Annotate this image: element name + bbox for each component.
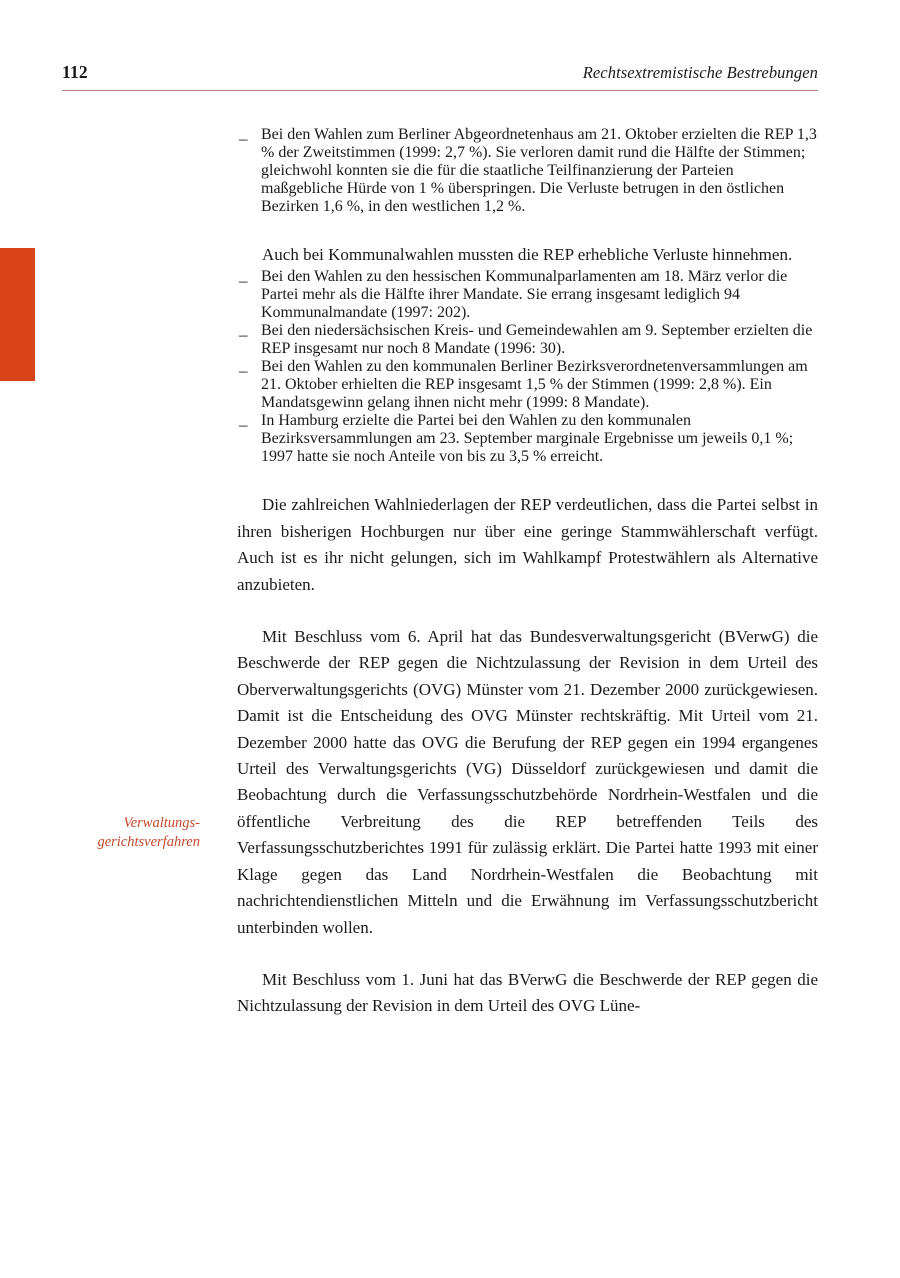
list-item-text: Bei den Wahlen zum Berliner Abgeordnetenhaus am 21. Oktober erzielten die REP 1,3 % der Zweitstimmen (1999: 2,7 %). Sie verloren damit rund die Hälfte der Stimmen; gleichwohl konnten sie die für die staatliche Teilfinanzierung der Parteien maßgebliche Hürde von 1 % überspringen. Die Verluste betrugen in den östlichen Bezirken 1,6 %, in den westlichen 1,2 %. (261, 126, 817, 215)
page-number: 112 (62, 62, 88, 82)
running-head-title: Rechtsextremistische Bestrebungen (582, 63, 818, 82)
bullet-dash-icon: – (239, 415, 248, 435)
text-column (237, 126, 818, 1020)
chapter-edge-tab (0, 248, 35, 381)
paragraph-spacer (237, 216, 818, 242)
bullet-dash-icon: – (239, 129, 248, 148)
list-item (237, 358, 818, 412)
paragraph-bverwg-juni: Mit Beschluss vom 1. Juni hat das BVerwG die Beschwerde der REP gegen die Nichtzulassung der Revision in dem Urteil des OVG Lüne- (237, 969, 818, 1016)
bullet-list-kommunalwahlen (237, 268, 818, 466)
list-item-text: Bei den Wahlen zu den kommunalen Berliner Bezirksverordnetenversammlungen am 21. Oktober erhielten die REP insgesamt 1,5 % der Stimmen (1999: 2,8 %). Ein Mandatsgewinn gelang ihnen nicht mehr (1999: 8 Mandate). (261, 358, 808, 412)
paragraph-spacer (237, 466, 818, 492)
margin-note-line-1: Verwaltungs- (123, 815, 200, 831)
paragraph-bverwg-april: Mit Beschluss vom 6. April hat das Bundesverwaltungsgericht (BVerwG) die Beschwerde der REP gegen die Nichtzulassung der Revision in dem Urteil des Oberverwaltungsgerichts (OVG) Münster vom 21. Dezember 2000 zurückgewiesen. Damit ist die Entscheidung des OVG Münster rechtskräftig. Mit Urteil vom 21. Dezember 2000 hatte das OVG die Berufung der REP gegen ein 1994 ergangenes Urteil des Verwaltungsgerichts (VG) Düsseldorf zurückgewiesen und damit die Beobachtung durch die Verfassungsschutzbehörde Nordrhein-Westfalen und die öffentliche Verbreitung des die REP betreffenden Teils des Verfassungsschutzberichtes 1991 für zulässig erklärt. Die Partei hatte 1993 mit einer Klage gegen das Land Nordrhein-Westfalen die Beobachtung mit nachrichtendienstlichen Mitteln und die Erwähnung im Verfassungsschutzbericht unterbinden wollen. (237, 627, 818, 937)
paragraph-wahlniederlagen: Die zahlreichen Wahlniederlagen der REP verdeutlichen, dass die Partei selbst in ihren bisherigen Hochburgen nur über eine geringe Stammwählerschaft verfügt. Auch ist es ihr nicht gelungen, sich im Wahlkampf Protestwählern als Alternative anzubieten. (237, 495, 818, 594)
margin-note-line-2: gerichtsverfahren (97, 834, 200, 850)
bullet-dash-icon: – (239, 271, 248, 291)
bullet-dash-icon: – (239, 325, 248, 345)
margin-note-verwaltungsgerichtsverfahren (40, 814, 200, 852)
bullet-list-landtagswahl (237, 126, 818, 216)
list-item (237, 322, 818, 358)
paragraph-spacer (237, 941, 818, 967)
paragraph-spacer (237, 598, 818, 624)
list-item (237, 126, 818, 216)
paragraph-kommunalwahlen: Auch bei Kommunalwahlen mussten die REP erhebliche Verluste hinnehmen. (262, 245, 793, 264)
list-item-text: Bei den niedersächsischen Kreis- und Gemeindewahlen am 9. September erzielten die REP insgesamt nur noch 8 Mandate (1996: 30). (261, 322, 813, 358)
list-item-text: In Hamburg erzielte die Partei bei den Wahlen zu den kommunalen Bezirksversammlungen am 23. September marginale Ergebnisse um jeweils 0,1 %; 1997 hatte sie noch Anteile von bis zu 3,5 % erreicht. (261, 412, 794, 466)
list-item (237, 268, 818, 322)
bullet-dash-icon: – (239, 361, 248, 381)
list-item-text: Bei den Wahlen zu den hessischen Kommunalparlamenten am 18. März verlor die Partei mehr als die Hälfte ihrer Mandate. Sie errang insgesamt lediglich 94 Kommunalmandate (1997: 202). (261, 268, 788, 322)
list-item (237, 412, 818, 466)
running-head (62, 62, 818, 90)
header-rule (62, 90, 818, 91)
